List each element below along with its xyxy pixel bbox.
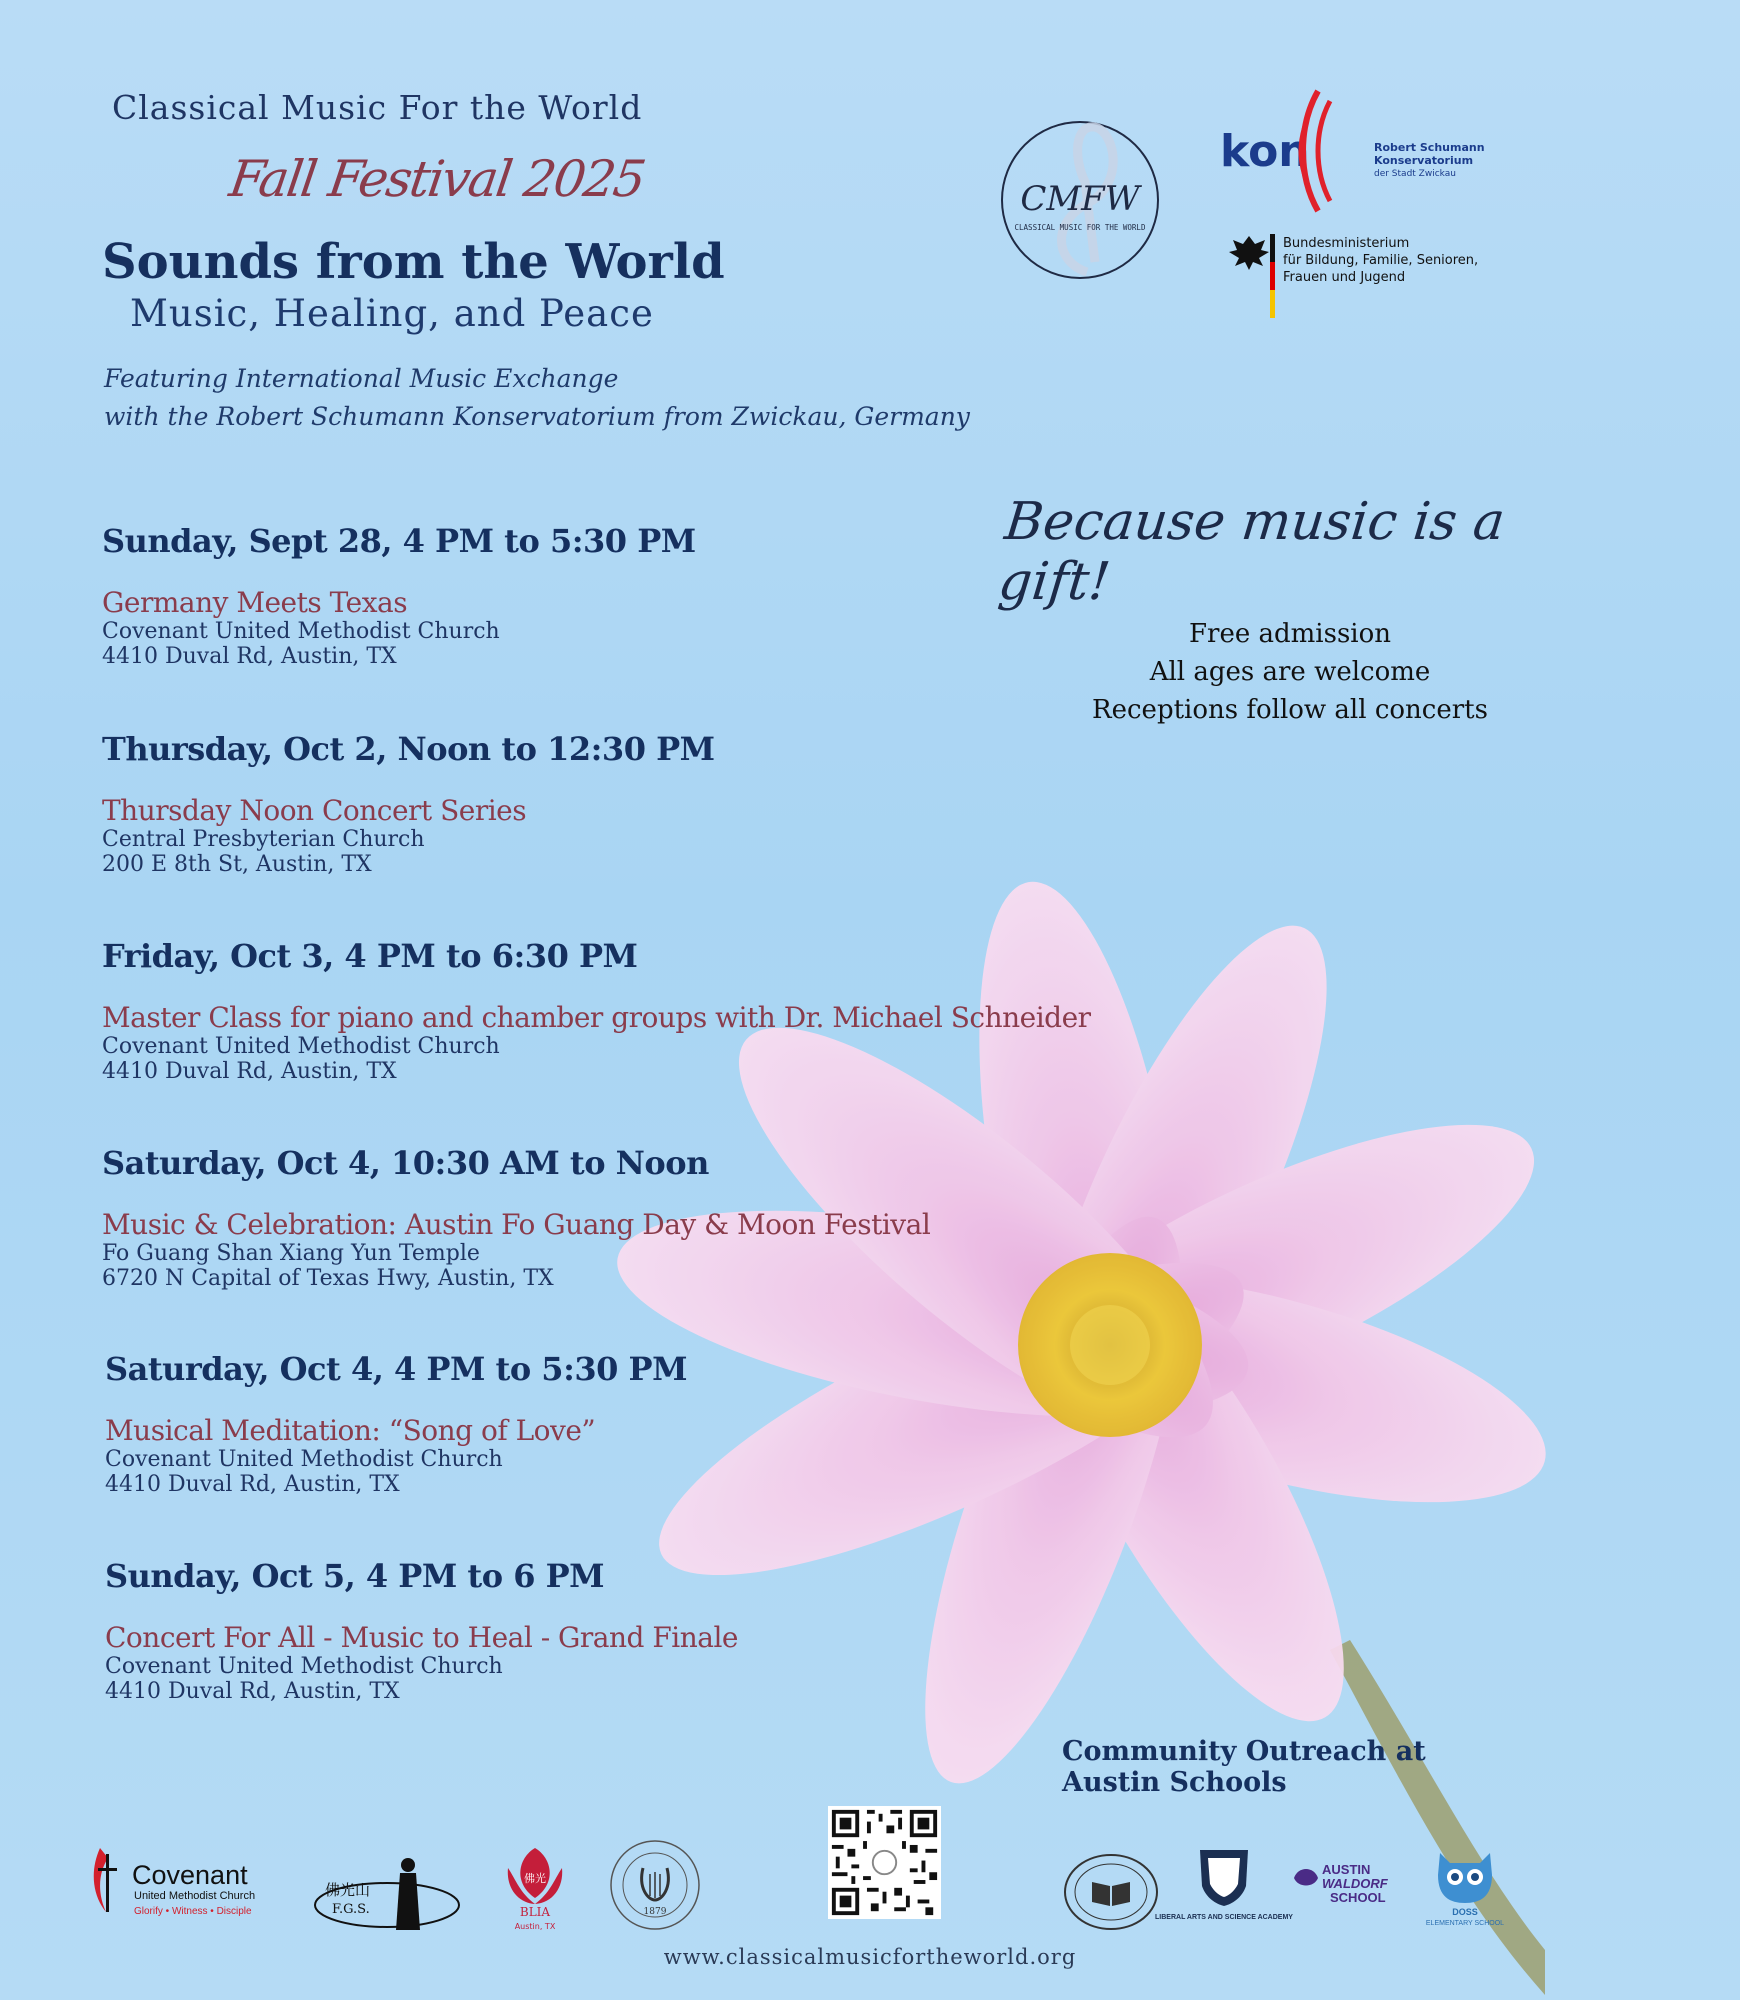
- event-address: 4410 Duval Rd, Austin, TX: [105, 1472, 400, 1497]
- qr-code[interactable]: [828, 1806, 941, 1919]
- covenant-logo: [88, 1840, 288, 1920]
- event-venue: Covenant United Methodist Church: [102, 619, 500, 644]
- fgs-label: F.G.S.: [332, 1902, 370, 1917]
- info-free-admission: Free admission: [1188, 619, 1392, 649]
- buddha-figure-icon: [396, 1858, 420, 1930]
- outreach-line-2: Austin Schools: [1062, 1767, 1287, 1798]
- lasa-logo: [1155, 1846, 1293, 1936]
- admission-info: [1080, 615, 1500, 729]
- waldorf-line-1: AUSTIN: [1322, 1862, 1371, 1877]
- lasa-name: LIBERAL ARTS AND SCIENCE ACADEMY: [1155, 1914, 1293, 1921]
- featuring-line-2: with the Robert Schumann Konservatorium from Zwickau, Germany: [104, 402, 970, 431]
- event-address: 4410 Duval Rd, Austin, TX: [102, 1059, 397, 1084]
- event-item: [102, 730, 715, 877]
- event-venue: Covenant United Methodist Church: [105, 1447, 503, 1472]
- saengerrunde-seal: [608, 1838, 703, 1933]
- event-venue: Fo Guang Shan Xiang Yun Temple: [102, 1241, 480, 1266]
- blia-chinese-text: 佛光: [524, 1872, 546, 1885]
- waldorf-line-2: WALDORF: [1322, 1876, 1388, 1891]
- covenant-subtitle: United Methodist Church: [134, 1890, 256, 1902]
- cmfw-logo-caption: CLASSICAL MUSIC FOR THE WORLD: [1014, 223, 1146, 232]
- blia-city: Austin, TX: [514, 1922, 556, 1931]
- info-all-ages: All ages are welcome: [1149, 657, 1431, 687]
- organization-name: Classical Music For the World: [112, 88, 643, 127]
- doss-logo: [1420, 1845, 1510, 1930]
- bmfsfj-logo-line-3: Frauen und Jugend: [1283, 270, 1406, 285]
- event-venue: Covenant United Methodist Church: [105, 1654, 503, 1679]
- doss-line-2: ELEMENTARY SCHOOL: [1425, 1920, 1505, 1927]
- featuring-line-1: Featuring International Music Exchange: [104, 364, 619, 393]
- community-outreach-heading: [1062, 1736, 1426, 1798]
- event-item: [102, 937, 1091, 1084]
- fgs-logo: [310, 1835, 465, 1940]
- event-title: Thursday Noon Concert Series: [102, 794, 527, 827]
- event-item: [102, 522, 696, 669]
- event-date: Sunday, Oct 5, 4 PM to 6 PM: [105, 1557, 605, 1595]
- event-item: [105, 1557, 738, 1704]
- waldorf-logo: [1292, 1858, 1402, 1908]
- event-date: Thursday, Oct 2, Noon to 12:30 PM: [102, 730, 715, 768]
- event-address: 4410 Duval Rd, Austin, TX: [105, 1679, 400, 1704]
- event-title: Master Class for piano and chamber groups with Dr. Michael Schneider: [102, 1001, 1091, 1034]
- page-title: Sounds from the World: [102, 234, 725, 290]
- tagline: Because music is a gift!: [995, 492, 1508, 612]
- school-seal-logo: [1062, 1852, 1160, 1932]
- eagle-icon: [1229, 236, 1269, 270]
- covenant-name: Covenant: [132, 1860, 248, 1890]
- cmfw-logo-text: CMFW: [1020, 179, 1140, 219]
- website-link[interactable]: www.classicalmusicfortheworld.org: [663, 1945, 1077, 1969]
- bmfsfj-logo-line-2: für Bildung, Familie, Senioren,: [1283, 253, 1479, 268]
- page-subtitle: Music, Healing, and Peace: [130, 292, 654, 335]
- featuring-text: [104, 360, 970, 436]
- kon-logo-text: kon: [1220, 126, 1310, 177]
- event-date: Saturday, Oct 4, 4 PM to 5:30 PM: [105, 1350, 688, 1388]
- kon-logo: [1218, 86, 1485, 216]
- event-date: Sunday, Sept 28, 4 PM to 5:30 PM: [102, 522, 696, 560]
- open-book-icon: [1092, 1882, 1130, 1906]
- info-receptions: Receptions follow all concerts: [1092, 695, 1488, 725]
- event-venue: Covenant United Methodist Church: [102, 1034, 500, 1059]
- event-title: Musical Meditation: “Song of Love”: [105, 1414, 596, 1447]
- covenant-motto: Glorify • Witness • Disciple: [134, 1906, 252, 1917]
- event-address: 6720 N Capital of Texas Hwy, Austin, TX: [102, 1266, 554, 1291]
- outreach-line-1: Community Outreach at: [1062, 1736, 1426, 1767]
- event-title: Germany Meets Texas: [102, 586, 408, 619]
- cmfw-logo: [995, 112, 1165, 282]
- waldorf-line-3: SCHOOL: [1330, 1890, 1386, 1905]
- seal-year: 1879: [643, 1907, 667, 1917]
- event-date: Friday, Oct 3, 4 PM to 6:30 PM: [102, 937, 638, 975]
- event-item: [105, 1350, 687, 1497]
- lyre-icon: [642, 1868, 669, 1900]
- event-venue: Central Presbyterian Church: [102, 827, 425, 852]
- blia-logo: [498, 1838, 573, 1933]
- event-item: [102, 1144, 930, 1291]
- event-title: Music & Celebration: Austin Fo Guang Day & Moon Festival: [102, 1208, 931, 1241]
- doss-line-1: DOSS: [1452, 1907, 1478, 1917]
- owl-icon: [1438, 1853, 1492, 1903]
- event-title: Concert For All - Music to Heal - Grand Finale: [105, 1621, 738, 1654]
- bmfsfj-logo: [1225, 230, 1485, 320]
- cross-flame-icon: [94, 1848, 117, 1912]
- kon-logo-line-1: Robert Schumann: [1374, 141, 1485, 154]
- festival-name: Fall Festival 2025: [225, 150, 648, 208]
- kon-logo-line-2: Konservatorium: [1374, 154, 1474, 167]
- event-date: Saturday, Oct 4, 10:30 AM to Noon: [102, 1144, 709, 1182]
- shield-icon: [1200, 1850, 1248, 1906]
- blia-label: BLIA: [519, 1905, 551, 1919]
- fgs-chinese-text: 佛光山: [325, 1881, 371, 1899]
- event-address: 4410 Duval Rd, Austin, TX: [102, 644, 397, 669]
- event-address: 200 E 8th St, Austin, TX: [102, 852, 372, 877]
- bmfsfj-logo-line-1: Bundesministerium: [1283, 236, 1410, 251]
- kon-logo-line-3: der Stadt Zwickau: [1374, 169, 1456, 179]
